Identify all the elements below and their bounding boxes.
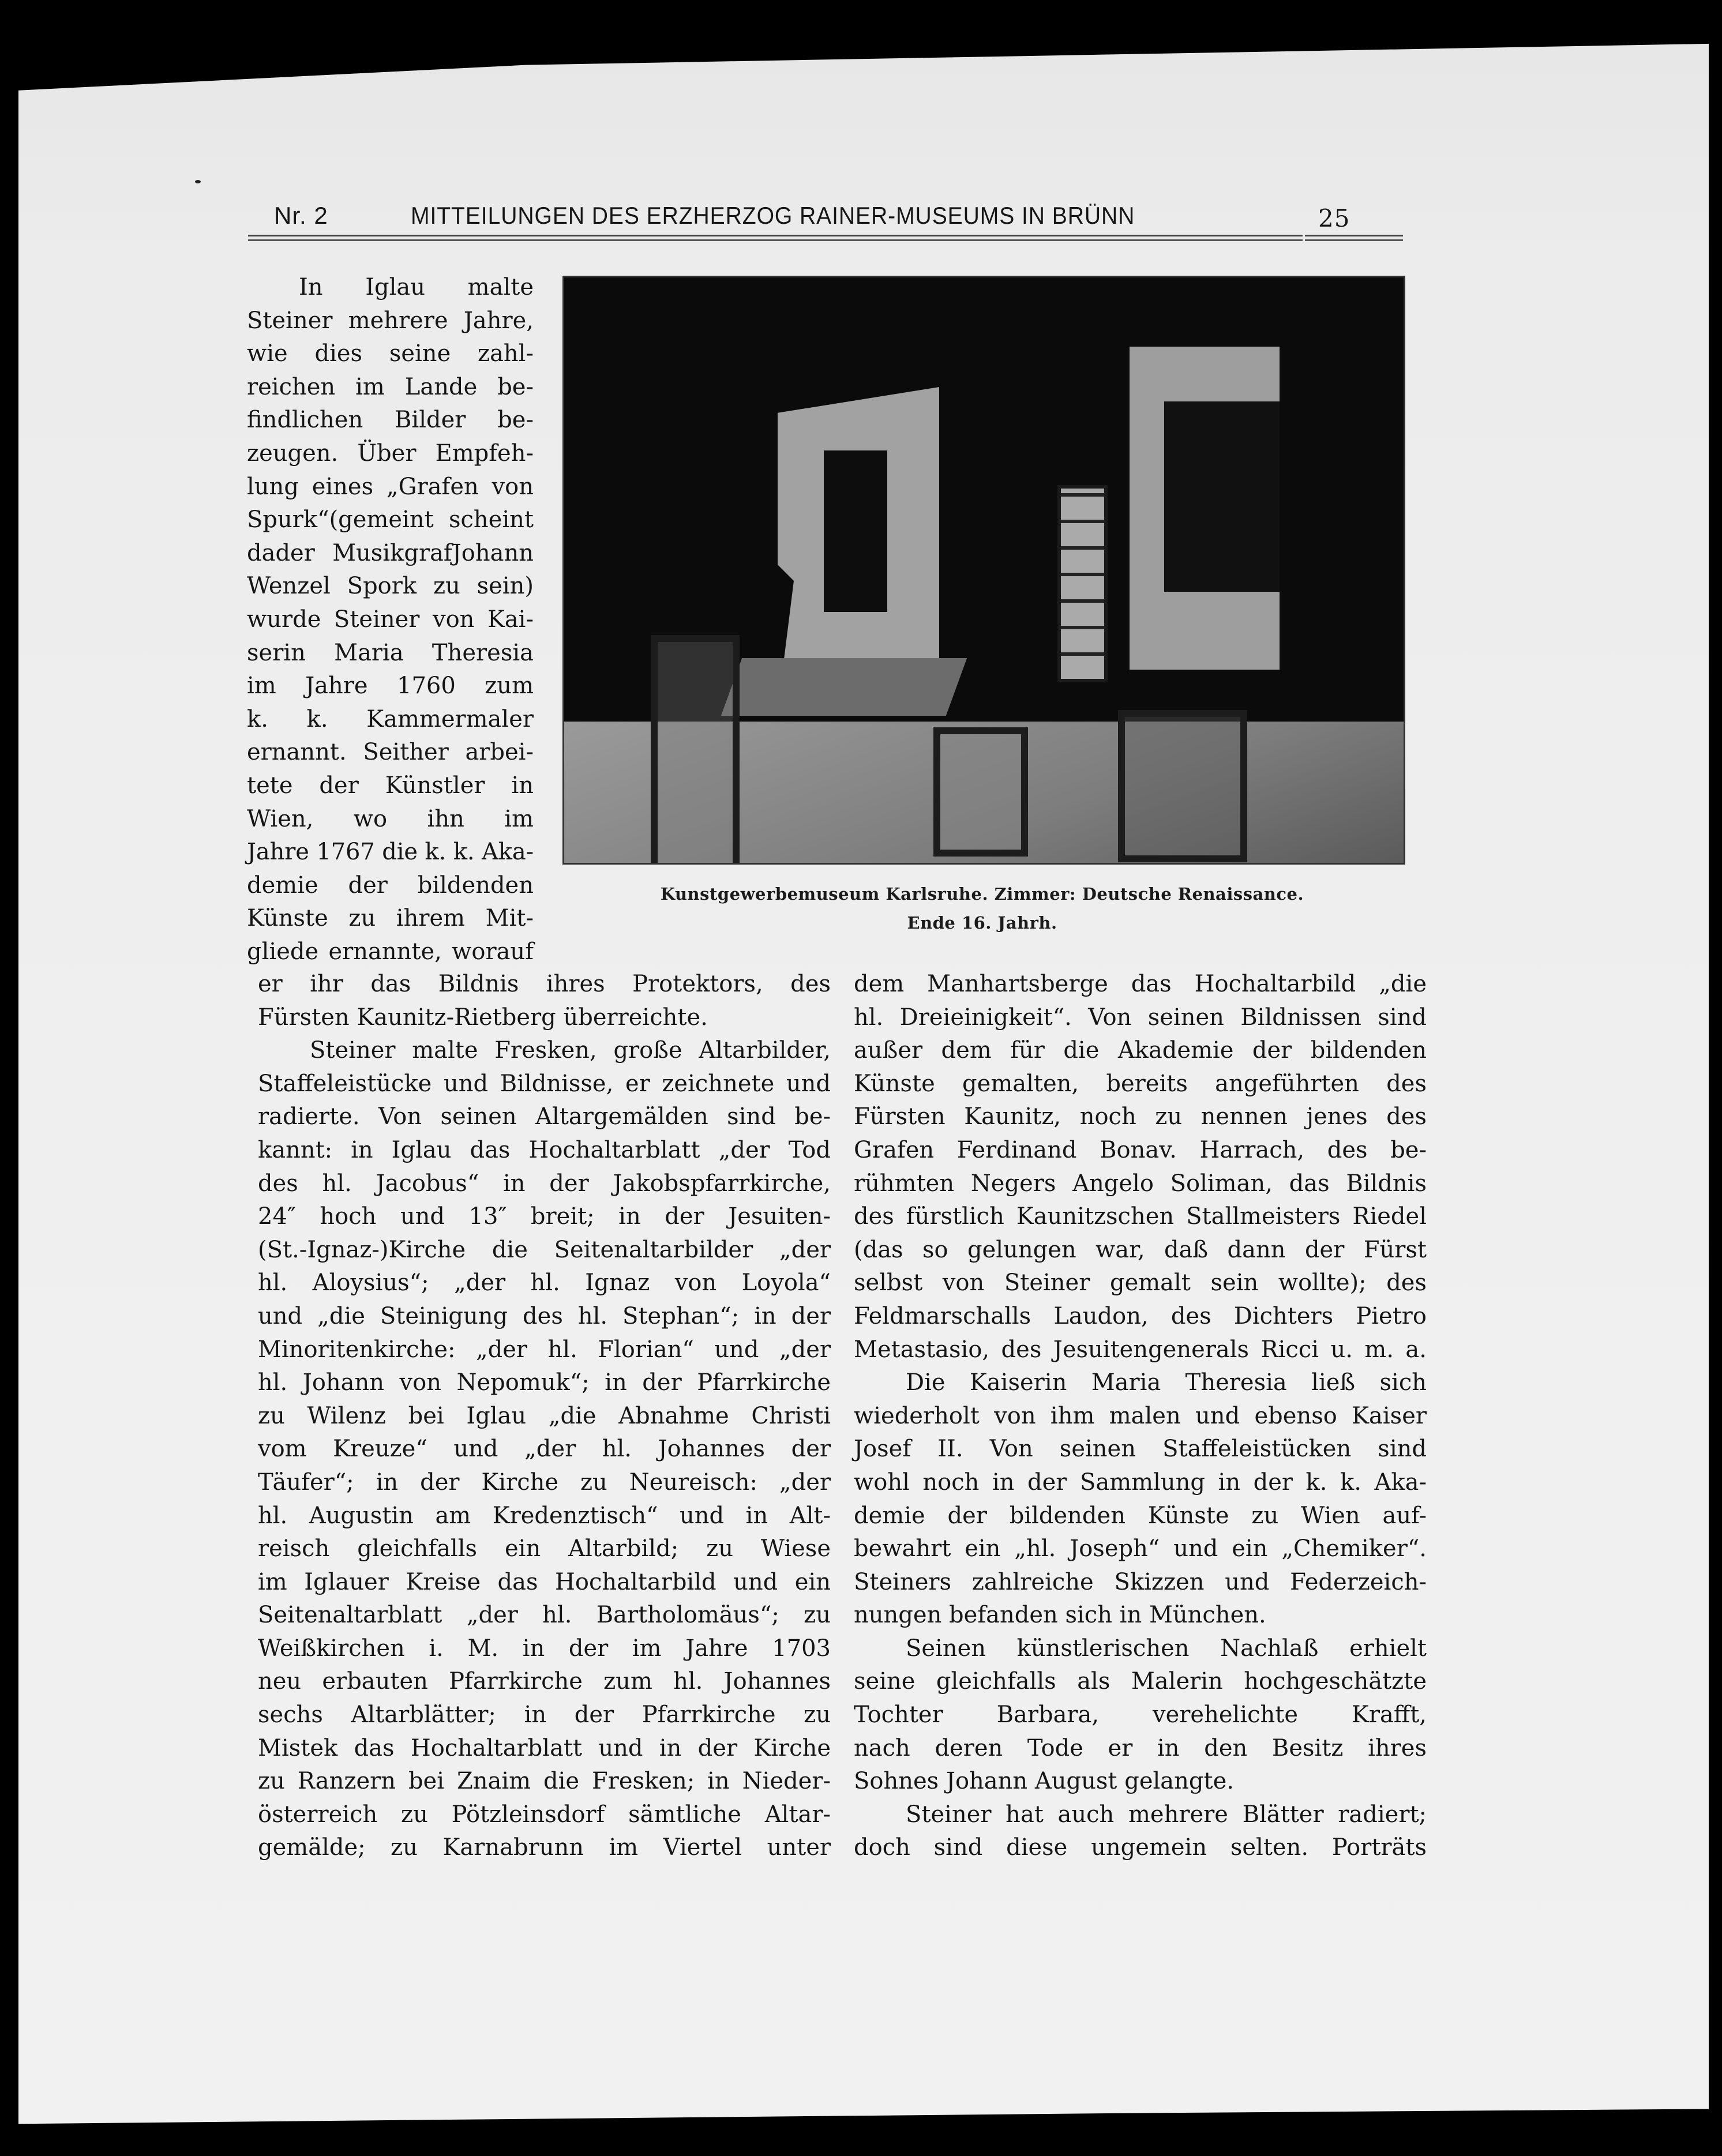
text-line: (das so gelungen war, daß dann der Fürst (854, 1236, 1427, 1263)
text-line: österreich zu Pötzleinsdorf sämtliche Altar- (258, 1801, 831, 1828)
text-line: zu Ranzern bei Znaim die Fresken; in Nieder- (258, 1768, 831, 1795)
text-line: wie dies seine zahl- (247, 340, 534, 367)
text-line: radierte. Von seinen Altargemälden sind be- (258, 1103, 831, 1130)
text-line: serin Maria Theresia (247, 639, 534, 666)
right-text-column (854, 968, 1427, 1865)
text-line: Künste gemalten, bereits angeführten des (854, 1070, 1427, 1097)
text-line: Wenzel Spork zu sein) (247, 573, 534, 600)
header-double-rule (248, 235, 1303, 241)
text-line: wurde Steiner von Kai- (247, 606, 534, 633)
photo-table (721, 658, 967, 716)
text-line: er ihr das Bildnis ihres Protektors, des (258, 971, 831, 997)
text-line: Mistek das Hochaltarblatt und in der Kirche (258, 1734, 831, 1761)
text-line: Josef II. Von seinen Staffeleistücken sind (854, 1436, 1427, 1463)
text-line: (St.-Ignaz-)Kirche die Seitenaltarbilder „der (258, 1236, 831, 1263)
text-line: Wien, wo ihn im (247, 805, 534, 832)
text-line: k. k. Kammermaler (247, 705, 534, 733)
text-line: seine gleichfalls als Malerin hochgeschätzte (854, 1668, 1427, 1695)
text-line: gliede ernannte, worauf (247, 938, 534, 965)
text-line: Sohnes Johann August gelangte. (854, 1768, 1234, 1795)
text-line: hl. Aloysius“; „der hl. Ignaz von Loyola“ (258, 1269, 831, 1297)
text-line: Fürsten Kaunitz, noch zu nennen jenes des (854, 1103, 1427, 1130)
issue-number: Nr. 2 (274, 202, 328, 229)
running-header (248, 202, 1405, 236)
text-line: Grafen Ferdinand Bonav. Harrach, des be- (854, 1136, 1427, 1163)
text-line: Staffeleistücke und Bildnisse, er zeichnete und (258, 1070, 831, 1097)
text-line: rühmten Negers Angelo Soliman, das Bildnis (854, 1170, 1427, 1197)
narrow-text-column (247, 271, 534, 968)
text-line: gemälde; zu Karnabrunn im Viertel unter (258, 1834, 831, 1861)
text-line: bewahrt ein „hl. Joseph“ und ein „Chemiker“. (854, 1535, 1427, 1562)
text-line: demie der bildenden Künste zu Wien auf- (854, 1502, 1427, 1529)
text-line: reichen im Lande be- (247, 373, 534, 400)
text-line: lung eines „Grafen von (247, 473, 534, 500)
photo-chair (933, 727, 1028, 857)
figure-photograph (562, 276, 1405, 865)
text-line: zeugen. Über Empfeh- (247, 440, 534, 467)
text-line: dem Manhartsberge das Hochaltarbild „die (854, 971, 1427, 997)
photo-chair (1118, 710, 1247, 862)
text-line: wiederholt von ihm malen und ebenso Kaiser (854, 1402, 1427, 1429)
text-line: Seinen künstlerischen Nachlaß erhielt (906, 1635, 1427, 1662)
journal-title: MITTEILUNGEN DES ERZHERZOG RAINER-MUSEUMS IN BRÜNN (411, 202, 1135, 229)
caption-line-2: Ende 16. Jahrh. (907, 913, 1057, 933)
text-line: sechs Altarblätter; in der Pfarrkirche zu (258, 1701, 831, 1729)
text-line: Steiner mehrere Jahre, (247, 307, 534, 334)
text-line: außer dem für die Akademie der bildenden (854, 1037, 1427, 1064)
text-line: Feldmarschalls Laudon, des Dichters Pietro (854, 1302, 1427, 1329)
photo-painting-left (824, 450, 887, 612)
text-line: und „die Steinigung des hl. Stephan“; in der (258, 1302, 831, 1329)
text-line: Die Kaiserin Maria Theresia ließ sich (906, 1369, 1427, 1396)
photo-chair (651, 635, 740, 865)
text-line: Seitenaltarblatt „der hl. Bartholomäus“; zu (258, 1602, 831, 1629)
text-line: Minoritenkirche: „der hl. Florian“ und „der (258, 1336, 831, 1363)
text-line: dader MusikgrafJohann (247, 539, 534, 566)
text-line: vom Kreuze“ und „der hl. Johannes der (258, 1436, 831, 1463)
figure-caption (562, 880, 1402, 937)
text-line: im Jahre 1760 zum (247, 673, 534, 700)
text-line: tete der Künstler in (247, 772, 534, 799)
text-line: In Iglau malte (299, 274, 534, 301)
text-line: 24″ hoch und 13″ breit; in der Jesuiten- (258, 1203, 831, 1230)
text-line: doch sind diese ungemein selten. Porträts (854, 1834, 1427, 1861)
text-line: hl. Augustin am Kredenztisch“ und in Alt- (258, 1502, 831, 1529)
text-line: Weißkirchen i. M. in der im Jahre 1703 (258, 1635, 831, 1662)
text-line: des hl. Jacobus“ in der Jakobspfarrkirche, (258, 1170, 831, 1197)
text-line: Täufer“; in der Kirche zu Neureisch: „der (258, 1468, 831, 1496)
text-line: hl. Dreieinigkeit“. Von seinen Bildnissen sind (854, 1004, 1427, 1031)
text-line: nach deren Tode er in den Besitz ihres (854, 1734, 1427, 1761)
text-line: findlichen Bilder be- (247, 407, 534, 434)
text-line: neu erbauten Pfarrkirche zum hl. Johannes (258, 1668, 831, 1695)
text-line: kannt: in Iglau das Hochaltarblatt „der Tod (258, 1136, 831, 1163)
text-line: reisch gleichfalls ein Altarbild; zu Wiese (258, 1535, 831, 1562)
photo-painting-right (1164, 401, 1280, 592)
text-line: demie der bildenden (247, 872, 534, 899)
text-line: ernannt. Seither arbei- (247, 739, 534, 766)
text-line: Steiners zahlreiche Skizzen und Federzeich- (854, 1568, 1427, 1595)
photo-window (1057, 485, 1108, 682)
ink-speck (195, 180, 201, 183)
text-line: Spurk“(gemeint scheint (247, 506, 534, 534)
text-line: Künste zu ihrem Mit- (247, 905, 534, 932)
text-line: Fürsten Kaunitz-Rietberg überreichte. (258, 1004, 708, 1031)
text-line: nungen befanden sich in München. (854, 1602, 1266, 1629)
caption-line-1: Kunstgewerbemuseum Karlsruhe. Zimmer: Deutsche Renaissance. (660, 884, 1304, 904)
text-line: Jahre 1767 die k. k. Aka- (247, 839, 534, 866)
text-line: hl. Johann von Nepomuk“; in der Pfarrkirche (258, 1369, 831, 1396)
text-line: selbst von Steiner gemalt sein wollte); des (854, 1269, 1427, 1297)
text-line: Tochter Barbara, verehelichte Krafft, (854, 1701, 1427, 1729)
text-line: Metastasio, des Jesuitengenerals Ricci u. m. a. (854, 1336, 1427, 1363)
text-line: des fürstlich Kaunitzschen Stallmeisters Riedel (854, 1203, 1427, 1230)
left-text-column (258, 968, 831, 1865)
text-line: im Iglauer Kreise das Hochaltarbild und ein (258, 1568, 831, 1595)
header-double-rule-right (1305, 235, 1403, 241)
text-line: Steiner hat auch mehrere Blätter radiert; (906, 1801, 1427, 1828)
text-line: zu Wilenz bei Iglau „die Abnahme Christi (258, 1402, 831, 1429)
text-line: wohl noch in der Sammlung in der k. k. Aka- (854, 1468, 1427, 1496)
text-line: Steiner malte Fresken, große Altarbilder, (310, 1037, 831, 1064)
page-number: 25 (1318, 204, 1350, 232)
